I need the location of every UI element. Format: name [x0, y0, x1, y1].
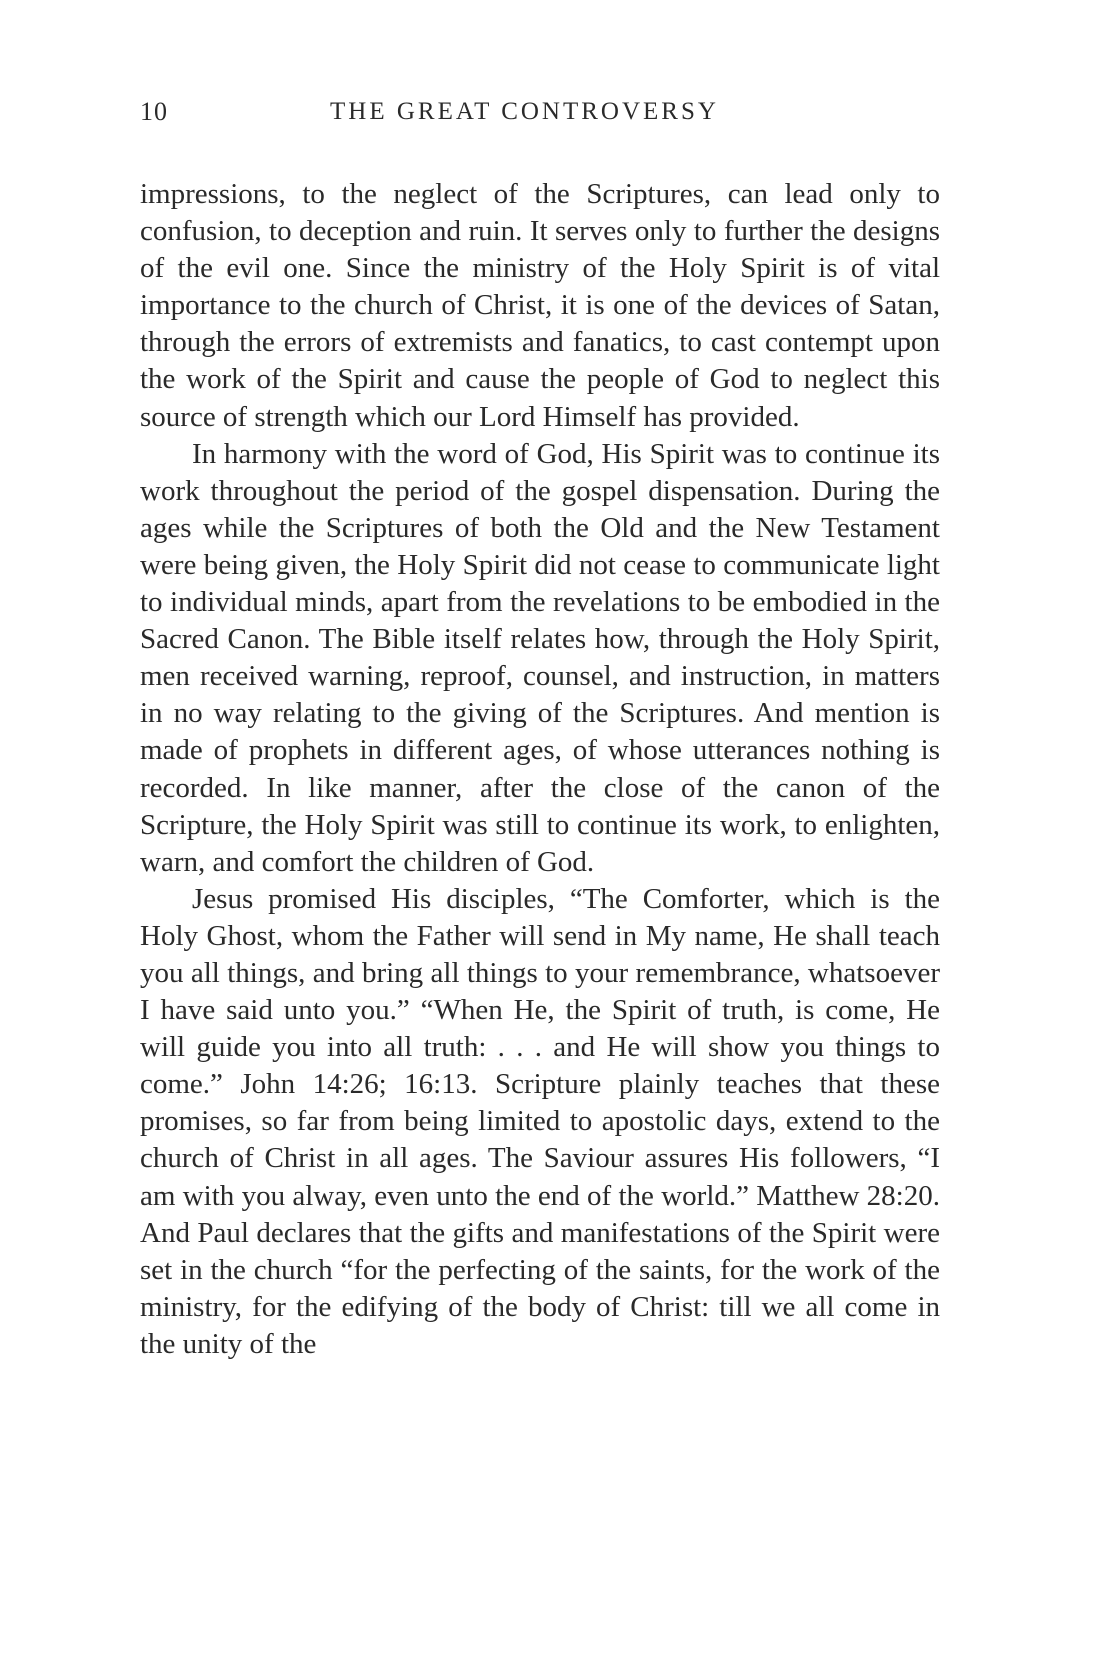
book-title: THE GREAT CONTROVERSY — [330, 98, 719, 125]
paragraph-spirit-work: In harmony with the word of God, His Spirit was to continue its work throughout the period of the gospel dispensation. During the ages while the Scriptures of both the Old and the New Testament were being given, the Holy Spirit did not cease to communicate light to individual minds, apart from the revelations to be embodied in the Sacred Canon. The Bible itself relates how, through the Holy Spirit, men received warning, reproof, counsel, and instruction, in matters in no way relating to the giving of the Scriptures. And mention is made of prophets in different ages, of whose utterances nothing is recorded. In like manner, after the close of the canon of the Scripture, the Holy Spirit was still to continue its work, to enlighten, warn, and comfort the children of God. — [140, 437, 940, 878]
running-head — [140, 92, 940, 132]
paragraph-jesus-promised: Jesus promised His disciples, “The Comforter, which is the Holy Ghost, whom the Father will send in My name, He shall teach you all things, and bring all things to your remembrance, whatsoever I have said unto you.” “When He, the Spirit of truth, is come, He will guide you into all truth: . . . and He will show you things to come.” John 14:26; 16:13. Scripture plainly teaches that these promises, so far from being limited to apostolic days, extend to the church of Christ in all ages. The Saviour assures His followers, “I am with you alway, even unto the end of the world.” Matthew 28:20. And Paul declares that the gifts and manifestations of the Spirit were set in the church “for the perfecting of the saints, for the work of the ministry, for the edifying of the body of Christ: till we all come in the unity of the — [140, 882, 940, 1360]
paragraph-continued: impressions, to the neglect of the Scriptures, can lead only to confusion, to deception and ruin. It serves only to further the designs of the evil one. Since the ministry of the Holy Spirit is of vital importance to the church of Christ, it is one of the devices of Satan, through the errors of extremists and fanatics, to cast contempt upon the work of the Spirit and cause the people of God to neglect this source of strength which our Lord Himself has provided. — [140, 178, 940, 433]
page-number: 10 — [140, 97, 168, 126]
body-text — [140, 176, 940, 1363]
